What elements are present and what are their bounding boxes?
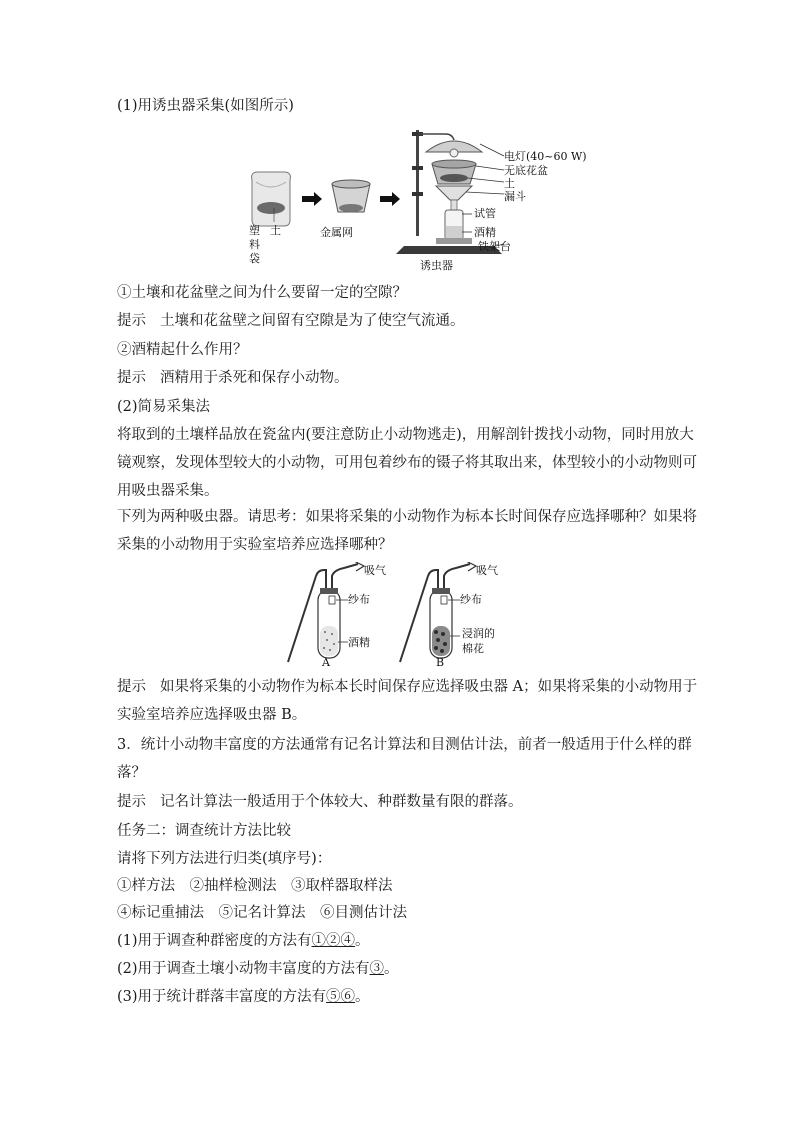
question-alcohol: ②酒精起什么作用？	[117, 342, 248, 358]
trap-caption: 诱虫器	[420, 259, 453, 272]
hint-text: 如果将采集的小动物作为标本长时间保存应选择吸虫器 A；如果将采集的小动物用于	[160, 679, 698, 695]
b-suck-label: 吸气	[476, 564, 498, 577]
pot-label: 无底花盆	[504, 164, 548, 177]
a-alcohol-label: 酒精	[348, 636, 370, 649]
hint-alcohol	[117, 368, 349, 388]
methods-line-1: ①样方法 ②抽样检测法 ③取样器取样法	[117, 878, 393, 894]
hint-text: 记名计算法一般适用于个体较大、种群数量有限的群落。	[160, 794, 523, 810]
paragraph-line: 用吸虫器采集。	[117, 483, 219, 499]
answer-1	[117, 931, 370, 951]
section-heading-simple: (2)简易采集法	[117, 399, 211, 415]
task2-heading: 任务二：调查统计方法比较	[117, 823, 291, 839]
hint-text: 土壤和花盆壁之间留有空隙是为了使空气流通。	[160, 313, 465, 329]
bag-label-3: 袋	[249, 252, 260, 265]
stand-label: 铁架台	[478, 240, 511, 253]
hint-label: 提示	[117, 794, 146, 810]
answer-2	[117, 959, 399, 979]
paragraph-line: 采集的小动物用于实验室培养应选择哪种？	[117, 537, 393, 553]
b-cotton-label-2: 棉花	[462, 642, 484, 655]
b-caption: B	[436, 656, 445, 669]
answer-3-fill: ⑤⑥	[326, 989, 356, 1005]
answer-2-suffix: 。	[384, 961, 399, 977]
hint-text: 酒精用于杀死和保存小动物。	[160, 370, 349, 386]
hint-label: 提示	[117, 370, 146, 386]
answer-2-fill: ③	[369, 961, 385, 977]
answer-3-prefix: (3)用于统计群落丰富度的方法有	[117, 989, 327, 1005]
paragraph-line: 将取到的土壤样品放在瓷盆内(要注意防止小动物逃走)，用解剖针拨找小动物，同时用放大	[117, 427, 694, 443]
question-gap: ①土壤和花盆壁之间为什么要留一定的空隙？	[117, 285, 407, 301]
task2-instruction: 请将下列方法进行归类(填序号)：	[117, 851, 332, 867]
tube-label: 试管	[474, 207, 496, 220]
hint-label: 提示	[117, 679, 146, 695]
a-suck-label: 吸气	[364, 564, 386, 577]
hint-aspirator	[117, 677, 697, 697]
answer-3-suffix: 。	[355, 989, 370, 1005]
answer-1-prefix: (1)用于调查种群密度的方法有	[117, 933, 312, 949]
hint-3	[117, 792, 523, 812]
hint-label: 提示	[117, 313, 146, 329]
answer-1-fill: ①②④	[311, 933, 356, 949]
soil-label: 土	[270, 224, 281, 237]
paragraph-line: 下列为两种吸虫器。请思考：如果将采集的小动物作为标本长时间保存应选择哪种？如果将	[117, 509, 697, 525]
hint-gap	[117, 311, 465, 331]
answer-3	[117, 987, 370, 1007]
paragraph-line: 镜观察，发现体型较大的小动物，可用包着纱布的镊子将其取出来，体型较小的小动物则可	[117, 455, 697, 471]
bag-label-1: 塑	[249, 224, 260, 237]
soil2-label: 土	[504, 177, 515, 190]
mesh-label: 金属网	[320, 226, 353, 239]
section-heading-trap: (1)用诱虫器采集(如图所示)	[117, 98, 294, 114]
lamp-label: 电灯(40~60 W)	[504, 150, 587, 163]
methods-line-2: ④标记重捕法 ⑤记名计算法 ⑥目测估计法	[117, 905, 407, 921]
answer-1-suffix: 。	[355, 933, 370, 949]
question-3: 3．统计小动物丰富度的方法通常有记名计算法和目测估计法，前者一般适用于什么样的群	[117, 737, 692, 753]
b-cotton-label-1: 浸润的	[462, 627, 495, 640]
answer-2-prefix: (2)用于调查土壤小动物丰富度的方法有	[117, 961, 370, 977]
hint-aspirator-cont: 实验室培养应选择吸虫器 B。	[117, 707, 307, 723]
a-caption: A	[322, 656, 330, 669]
a-gauze-label: 纱布	[348, 593, 370, 606]
funnel-label: 漏斗	[504, 190, 526, 203]
aspirator-illustration	[280, 562, 520, 674]
question-3-cont: 落？	[117, 765, 146, 781]
b-gauze-label: 纱布	[460, 593, 482, 606]
bag-label-2: 料	[249, 238, 260, 251]
alcohol-label: 酒精	[474, 226, 496, 239]
